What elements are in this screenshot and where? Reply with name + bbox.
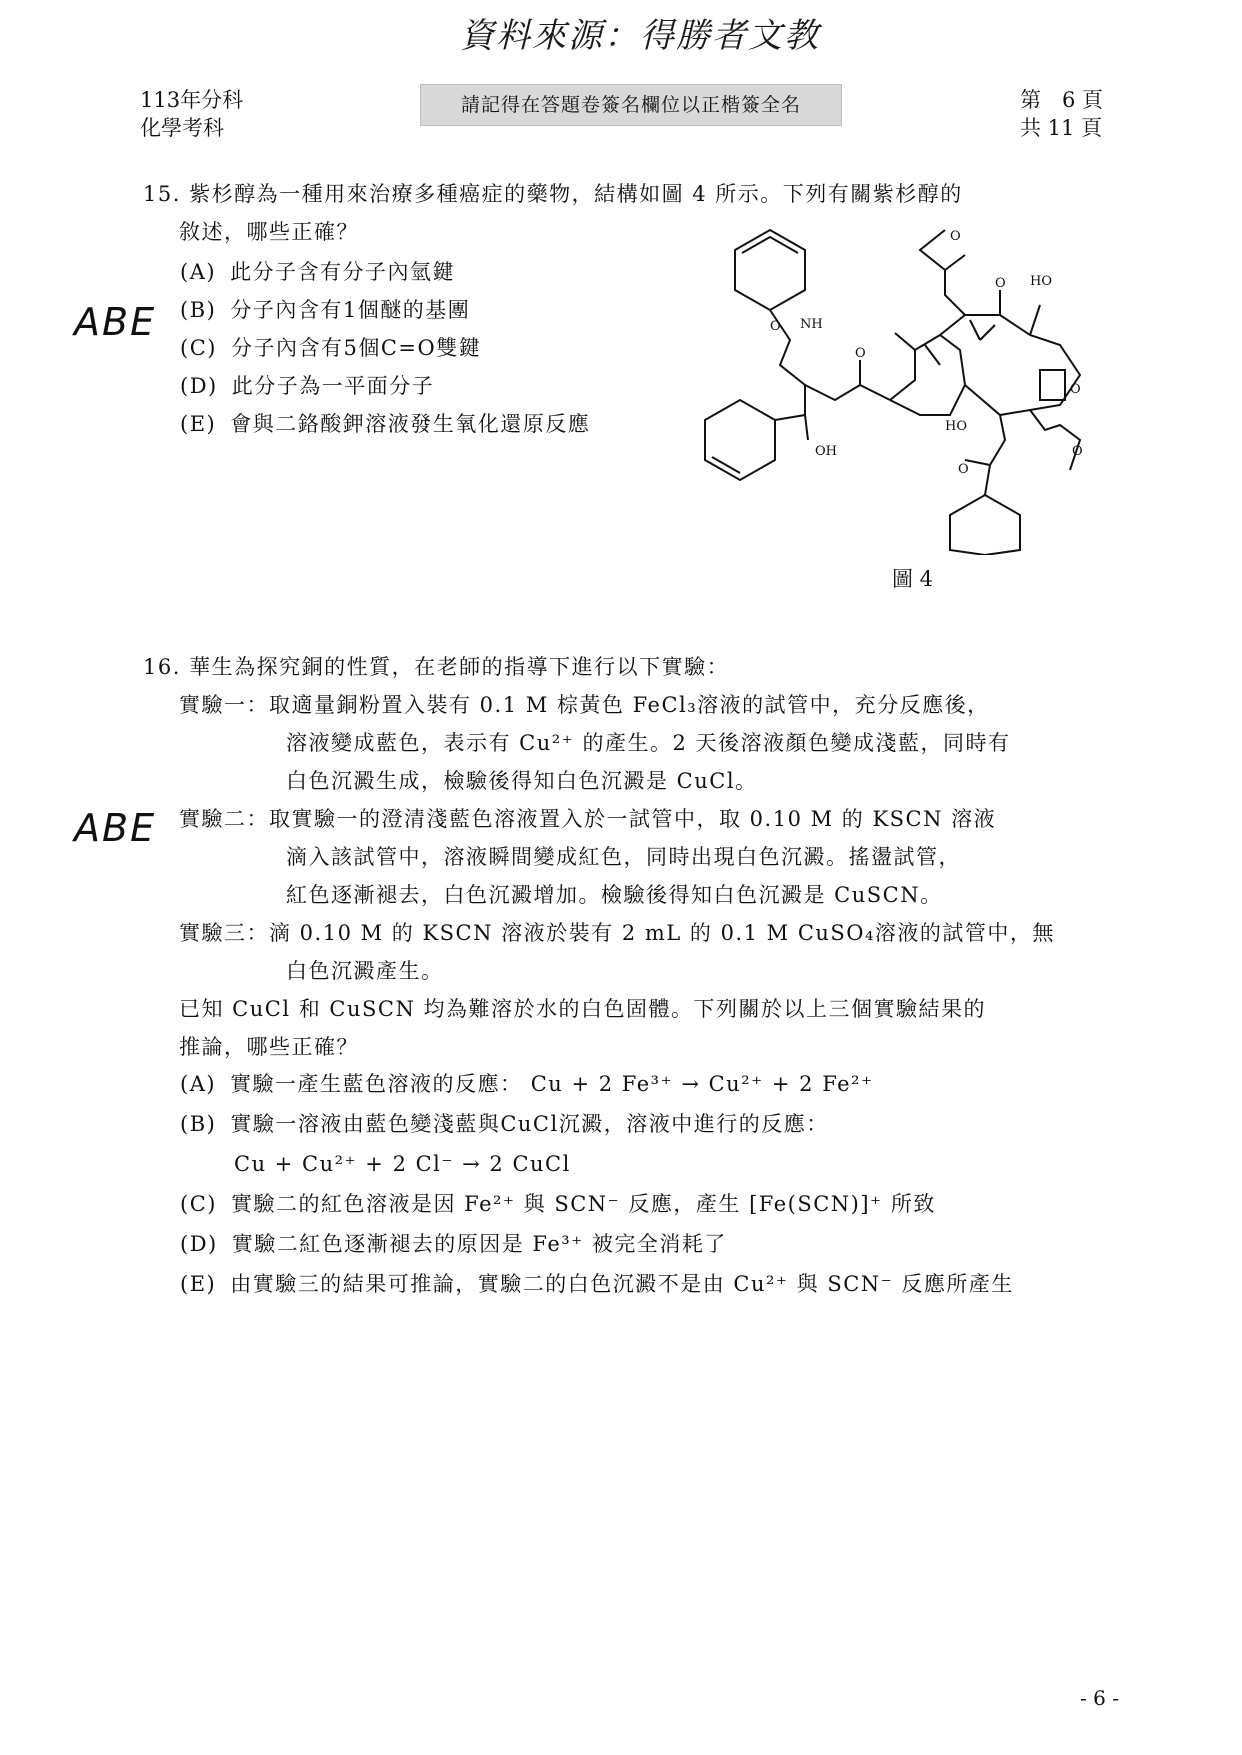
q15-option-b: (B) 分子內含有1個醚的基團 — [180, 298, 471, 322]
q16-option-d: (D) 實驗二紅色逐漸褪去的原因是 Fe³⁺ 被完全消耗了 — [180, 1232, 727, 1256]
exam-line2: 化學考科 — [140, 116, 224, 140]
q16-option-c: (C) 實驗二的紅色溶液是因 Fe²⁺ 與 SCN⁻ 反應，產生 [Fe(SCN)]⁺ 所致 — [180, 1192, 936, 1216]
q16-exp2-line2: 滴入該試管中，溶液瞬間變成紅色，同時出現白色沉澱。搖盪試管， — [286, 845, 961, 869]
source-note: 資料來源：得勝者文教 — [460, 16, 820, 56]
taxol-structure-diagram — [700, 225, 1090, 555]
q16-exp3-line1: 實驗三：滴 0.10 M 的 KSCN 溶液於裝有 2 mL 的 0.1 M CuSO₄溶液的試管中，無 — [179, 921, 1055, 945]
q15-option-c: (C) 分子內含有5個C=O雙鍵 — [180, 336, 482, 360]
page-line2: 共 11 頁 — [1020, 116, 1103, 140]
q16-options — [180, 1064, 1014, 1304]
q16-option-b-equation: Cu + Cu²⁺ + 2 Cl⁻ → 2 CuCl — [234, 1152, 571, 1176]
q16-exp2-line1: 實驗二：取實驗一的澄清淺藍色溶液置入於一試管中，取 0.10 M 的 KSCN 溶液 — [179, 807, 997, 831]
q15-option-e: (E) 會與二鉻酸鉀溶液發生氧化還原反應 — [180, 412, 591, 436]
exam-title — [140, 86, 243, 142]
label-o-amide: O — [770, 319, 781, 334]
label-o-acetyl-top: O — [950, 229, 961, 244]
q15-line1: 15. 紫杉醇為一種用來治療多種癌症的藥物，結構如圖 4 所示。下列有關紫杉醇的 — [143, 182, 963, 206]
q16-exp3-line2: 白色沉澱產生。 — [286, 959, 444, 983]
q16-known-line1: 已知 CuCl 和 CuSCN 均為難溶於水的白色固體。下列關於以上三個實驗結果的 — [179, 997, 986, 1021]
label-ho-top: HO — [1030, 274, 1052, 289]
figure-caption: 圖 4 — [892, 567, 934, 591]
q16-option-b: (B) 實驗一溶液由藍色變淺藍與CuCl沉澱，溶液中進行的反應： — [180, 1112, 829, 1136]
page-indicator — [1020, 86, 1103, 142]
q16-exp2-line3: 紅色逐漸褪去，白色沉澱增加。檢驗後得知白色沉澱是 CuSCN。 — [286, 883, 943, 907]
q16-exp1-line2: 溶液變成藍色，表示有 Cu²⁺ 的產生。2 天後溶液顏色變成淺藍，同時有 — [286, 731, 1011, 755]
label-o-oxetane: O — [1070, 382, 1081, 397]
q15-option-a: (A) 此分子含有分子內氫鍵 — [180, 260, 456, 284]
label-nh: NH — [800, 317, 823, 332]
question-16 — [143, 648, 1143, 1066]
label-o-ketone: O — [995, 276, 1006, 291]
q16-option-e: (E) 由實驗三的結果可推論，實驗二的白色沉澱不是由 Cu²⁺ 與 SCN⁻ 反應所產生 — [180, 1272, 1014, 1296]
label-o-benzoate: O — [958, 462, 969, 477]
page-line1: 第 6 頁 — [1020, 88, 1104, 112]
label-o-ester: O — [855, 346, 866, 361]
q16-option-a: (A) 實驗一產生藍色溶液的反應： Cu + 2 Fe³⁺ → Cu²⁺ + 2 Fe²⁺ — [180, 1072, 874, 1096]
label-ho-core: HO — [945, 419, 967, 434]
q16-exp1-line1: 實驗一：取適量銅粉置入裝有 0.1 M 棕黃色 FeCl₃溶液的試管中，充分反應後， — [179, 693, 990, 717]
q16-exp1-line3: 白色沉澱生成，檢驗後得知白色沉澱是 CuCl。 — [286, 769, 758, 793]
q15-options — [180, 253, 590, 443]
q16-intro: 16. 華生為探究銅的性質，在老師的指導下進行以下實驗： — [143, 655, 730, 679]
page-number: - 6 - — [1080, 1686, 1119, 1710]
q15-line2: 敘述，哪些正確？ — [179, 220, 359, 244]
label-o-acetyl-bottom: O — [1072, 444, 1083, 459]
q15-option-d: (D) 此分子為一平面分子 — [180, 374, 435, 398]
handwritten-answer-15: ABE — [74, 300, 157, 344]
exam-line1: 113年分科 — [140, 88, 244, 112]
signature-notice: 請記得在答題卷簽名欄位以正楷簽全名 — [420, 84, 842, 126]
handwritten-answer-16: ABE — [74, 806, 157, 850]
label-oh-chain: OH — [815, 444, 837, 459]
q16-known-line2: 推論，哪些正確？ — [179, 1035, 359, 1059]
